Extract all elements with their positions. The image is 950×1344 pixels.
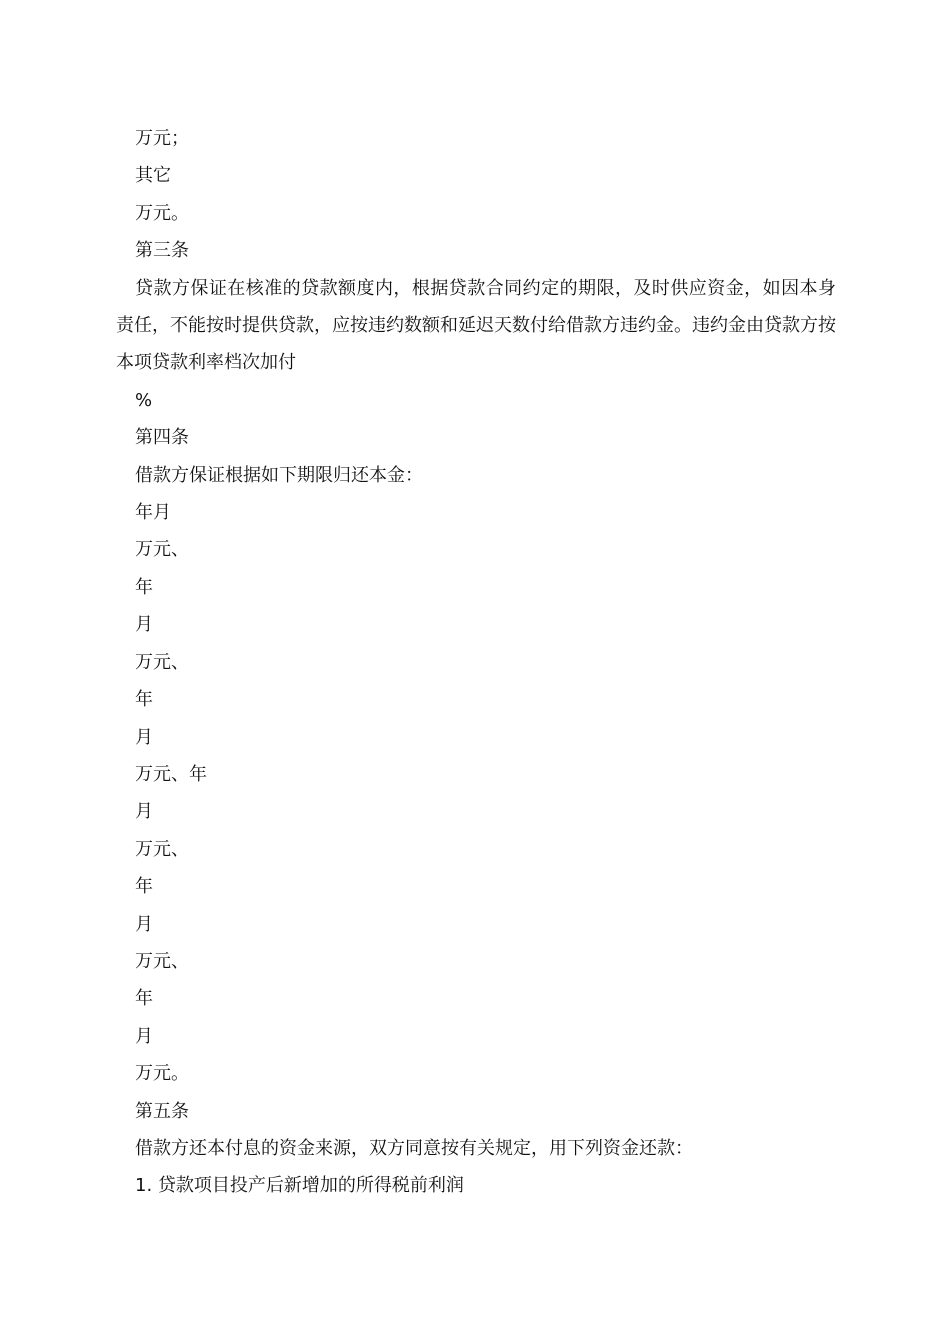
text-line: 年: [135, 689, 153, 711]
text-line: 万元、年: [135, 763, 207, 785]
article-heading: 第五条: [135, 1100, 189, 1122]
text-line: 年: [135, 876, 153, 898]
text-line: 年月: [135, 502, 171, 524]
article-paragraph: 贷款方保证在核准的贷款额度内，根据贷款合同约定的期限，及时供应资金，如因本身责任，不能按时提供贷款，应按违约数额和延迟天数付给借款方违约金。违约金由贷款方按本项贷款利率档次加付: [116, 277, 836, 374]
text-line: 月: [135, 1025, 153, 1047]
text-line: 年: [135, 988, 153, 1010]
text-line: 借款方还本付息的资金来源，双方同意按有关规定，用下列资金还款：: [135, 1137, 693, 1159]
text-line: 万元。: [135, 202, 189, 224]
document-body: [116, 120, 836, 1205]
article-heading: 第三条: [135, 240, 189, 262]
text-line: 借款方保证根据如下期限归还本金：: [135, 464, 423, 486]
text-line: 万元、: [135, 838, 189, 860]
text-line: 万元。: [135, 1063, 189, 1085]
text-line: 月: [135, 913, 153, 935]
text-line: 万元；: [135, 128, 189, 149]
text-line: 年: [135, 576, 153, 598]
text-line: 月: [135, 801, 153, 823]
text-line: 万元、: [135, 651, 189, 673]
text-line: %: [135, 389, 153, 411]
text-line: 月: [135, 726, 153, 748]
text-line: 其它: [135, 165, 171, 187]
article-heading: 第四条: [135, 427, 189, 449]
text-line: 万元、: [135, 950, 189, 972]
text-line: 月: [135, 614, 153, 636]
text-line: 万元、: [135, 539, 189, 561]
list-item: 1. 贷款项目投产后新增加的所得税前利润: [135, 1175, 464, 1197]
